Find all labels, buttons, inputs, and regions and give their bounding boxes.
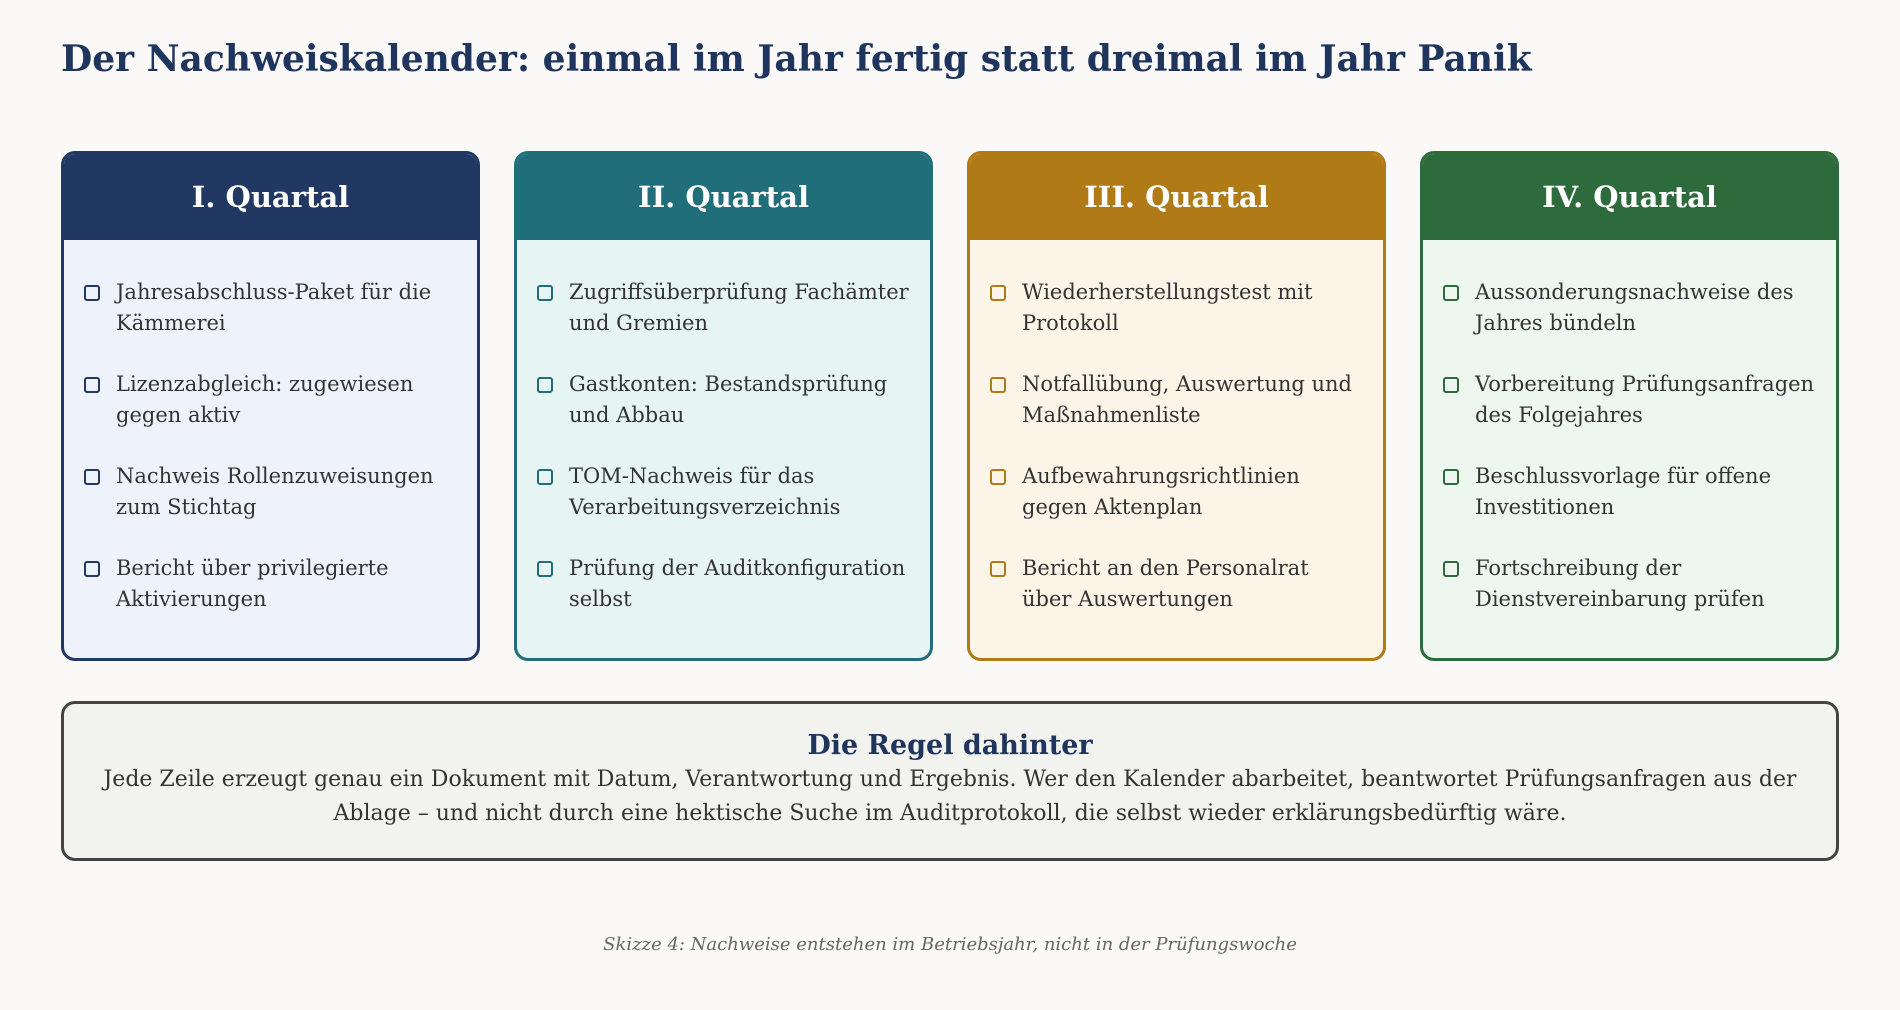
task-item	[537, 461, 910, 523]
checkbox-icon	[537, 285, 553, 301]
task-item	[84, 369, 457, 431]
task-label: Zugriffsüberprüfung Fachämter und Gremien	[569, 280, 909, 335]
task-item	[84, 277, 457, 339]
checkbox-icon	[84, 561, 100, 577]
task-item	[990, 369, 1363, 431]
task-label: Aussonderungsnachweise des Jahres bündeln	[1475, 280, 1794, 335]
task-item	[1443, 277, 1816, 339]
task-label: Lizenzabgleich: zugewiesen gegen aktiv	[116, 372, 414, 427]
task-label: Fortschreibung der Dienstvereinbarung prüfen	[1475, 556, 1765, 611]
task-label: Beschlussvorlage für offene Investitionen	[1475, 464, 1771, 519]
checkbox-icon	[84, 469, 100, 485]
rule-box	[61, 701, 1839, 861]
page-title: Der Nachweiskalender: einmal im Jahr fertig statt dreimal im Jahr Panik	[61, 38, 1532, 80]
task-label: Bericht an den Personalrat über Auswertungen	[1022, 556, 1309, 611]
task-label: Prüfung der Auditkonfiguration selbst	[569, 556, 906, 611]
checkbox-icon	[537, 561, 553, 577]
quarter-card-4	[1420, 151, 1839, 661]
checkbox-icon	[84, 377, 100, 393]
checkbox-icon	[990, 285, 1006, 301]
checkbox-icon	[990, 469, 1006, 485]
figure-caption: Skizze 4: Nachweise entstehen im Betriebsjahr, nicht in der Prüfungswoche	[603, 934, 1297, 955]
quarter-card-1	[61, 151, 480, 661]
quarter-grid	[61, 151, 1839, 661]
quarter-header: IV. Quartal	[1423, 154, 1836, 240]
task-label: Notfallübung, Auswertung und Maßnahmenliste	[1022, 372, 1353, 427]
task-label: Jahresabschluss-Paket für die Kämmerei	[116, 280, 432, 335]
task-label: Bericht über privilegierte Aktivierungen	[116, 556, 389, 611]
task-item	[84, 461, 457, 523]
task-item	[990, 553, 1363, 615]
task-item	[1443, 553, 1816, 615]
task-item	[990, 277, 1363, 339]
checkbox-icon	[1443, 469, 1459, 485]
quarter-task-list	[64, 240, 477, 658]
task-item	[1443, 369, 1816, 431]
task-item	[537, 553, 910, 615]
checkbox-icon	[990, 377, 1006, 393]
checkbox-icon	[1443, 285, 1459, 301]
quarter-header: II. Quartal	[517, 154, 930, 240]
task-label: Nachweis Rollenzuweisungen zum Stichtag	[116, 464, 434, 519]
task-item	[537, 369, 910, 431]
quarter-header: I. Quartal	[64, 154, 477, 240]
quarter-header: III. Quartal	[970, 154, 1383, 240]
task-label: Aufbewahrungsrichtlinien gegen Aktenplan	[1022, 464, 1300, 519]
task-label: Wiederherstellungstest mit Protokoll	[1022, 280, 1313, 335]
quarter-task-list	[517, 240, 930, 658]
quarter-card-2	[514, 151, 933, 661]
task-item	[537, 277, 910, 339]
quarter-task-list	[1423, 240, 1836, 658]
task-label: TOM-Nachweis für das Verarbeitungsverzeichnis	[569, 464, 841, 519]
rule-title: Die Regel dahinter	[807, 730, 1093, 761]
task-item	[1443, 461, 1816, 523]
quarter-task-list	[970, 240, 1383, 658]
task-label: Vorbereitung Prüfungsanfragen des Folgejahres	[1475, 372, 1815, 427]
checkbox-icon	[537, 469, 553, 485]
checkbox-icon	[990, 561, 1006, 577]
quarter-card-3	[967, 151, 1386, 661]
checkbox-icon	[84, 285, 100, 301]
checkbox-icon	[1443, 377, 1459, 393]
task-label: Gastkonten: Bestandsprüfung und Abbau	[569, 372, 888, 427]
task-item	[990, 461, 1363, 523]
checkbox-icon	[1443, 561, 1459, 577]
rule-text: Jede Zeile erzeugt genau ein Dokument mit Datum, Verantwortung und Ergebnis. Wer den Kalender abarbeitet, beantwortet Prüfungsanfragen aus der Ablage – und nicht durch eine hektische Suche im Auditprotokoll, die selbst wieder erklärungsbedürftig wäre.	[103, 767, 1797, 826]
task-item	[84, 553, 457, 615]
checkbox-icon	[537, 377, 553, 393]
